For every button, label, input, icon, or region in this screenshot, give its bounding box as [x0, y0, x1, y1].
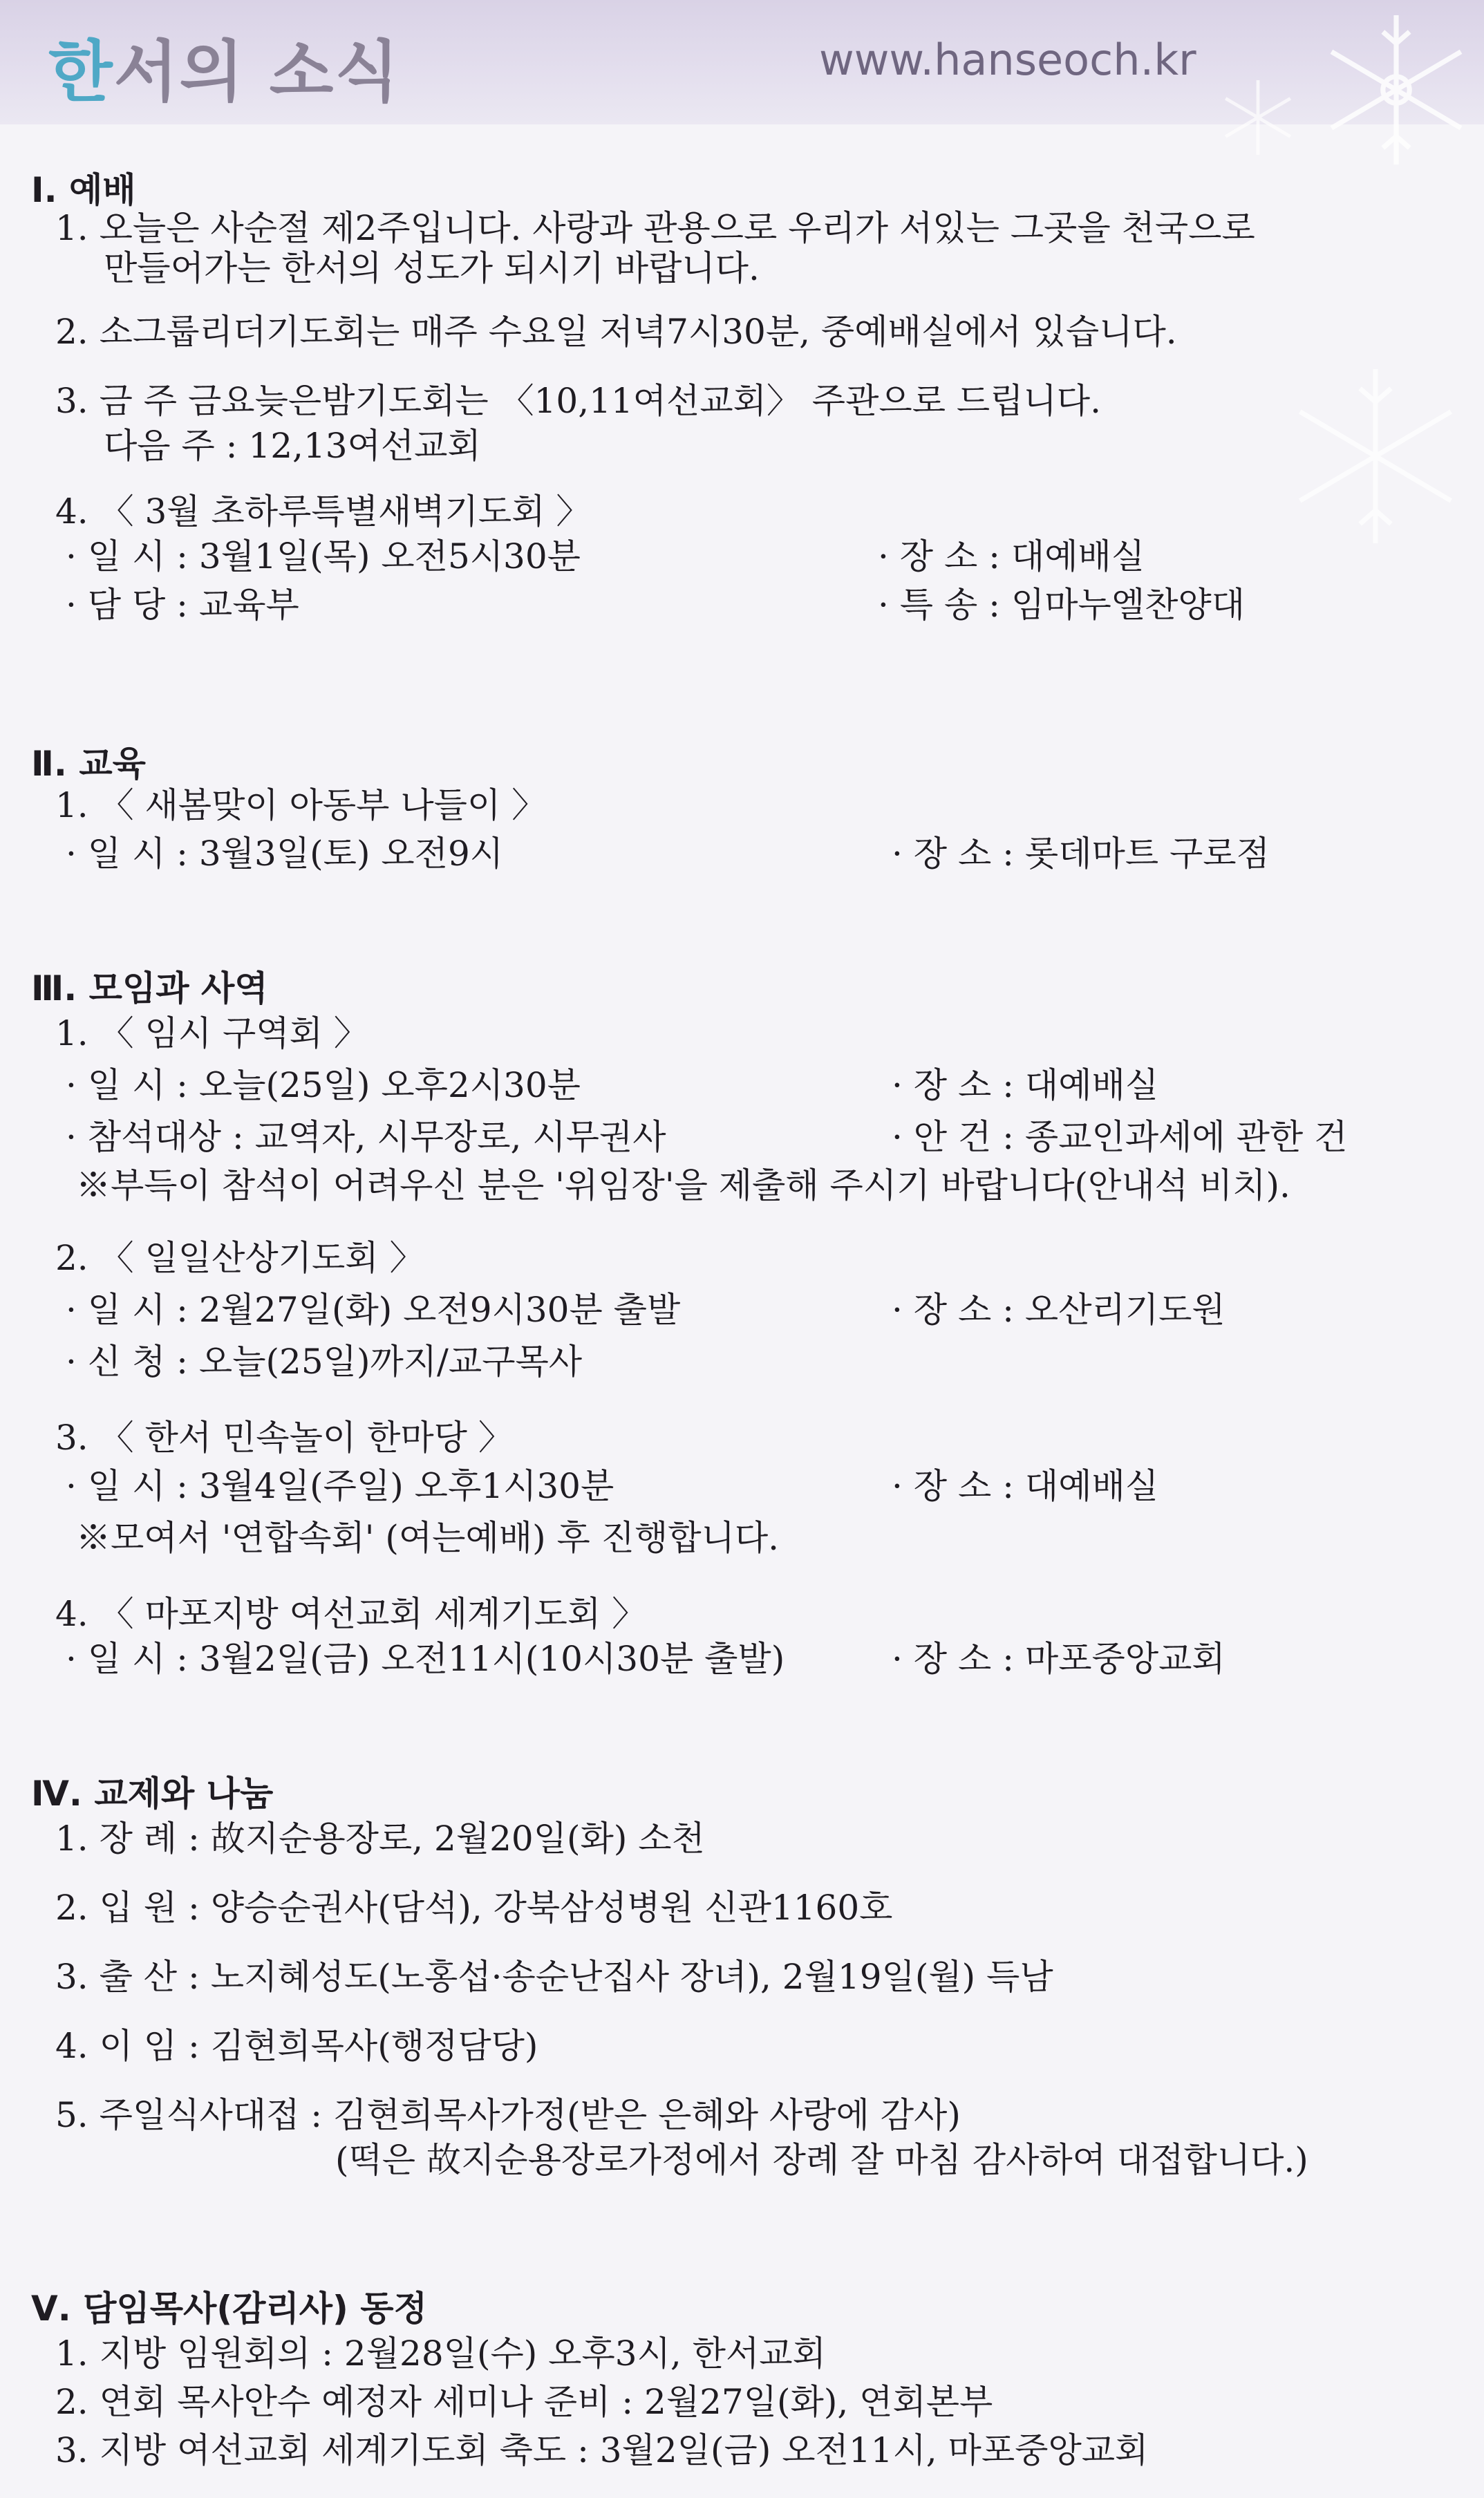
meetings-item-1: 1. 〈 임시 구역회 〉 — [55, 1013, 368, 1053]
meetings-item-2-place: · 장 소 : 오산리기도원 — [892, 1290, 1225, 1330]
snowflake-icon — [1313, 7, 1479, 173]
header-banner — [0, 0, 1484, 124]
newsletter-title — [48, 19, 400, 114]
meetings-item-1-attendees: · 참석대상 : 교역자, 시무장로, 시무권사 — [66, 1117, 666, 1157]
meetings-item-3-place: · 장 소 : 대예배실 — [892, 1466, 1159, 1506]
section-worship-title: Ⅰ. 예배 — [31, 170, 136, 210]
worship-item-4-date: · 일 시 : 3월1일(목) 오전5시30분 — [66, 536, 581, 576]
education-item-1-place: · 장 소 : 롯데마트 구로점 — [892, 834, 1270, 874]
meetings-item-4-place: · 장 소 : 마포중앙교회 — [892, 1639, 1225, 1679]
worship-item-3-next: 다음 주 : 12,13여선교회 — [104, 426, 481, 466]
education-item-1: 1. 〈 새봄맞이 아동부 나들이 〉 — [55, 785, 547, 825]
title-first-char: 한 — [48, 33, 114, 111]
section-education-title: Ⅱ. 교육 — [31, 744, 146, 784]
meetings-item-1-date: · 일 시 : 오늘(25일) 오후2시30분 — [66, 1065, 581, 1105]
fellowship-item-5-note: (떡은 故지순용장로가정에서 장례 잘 마침 감사하여 대접합니다.) — [335, 2140, 1308, 2180]
meetings-item-2-date: · 일 시 : 2월27일(화) 오전9시30분 출발 — [66, 1290, 681, 1330]
pastor-item-1: 1. 지방 임원회의 : 2월28일(수) 오후3시, 한서교회 — [55, 2333, 826, 2374]
pastor-item-3: 3. 지방 여선교회 세계기도회 축도 : 3월2일(금) 오전11시, 마포중앙교회 — [55, 2430, 1149, 2470]
worship-item-3: 3. 금 주 금요늦은밤기도회는 〈10,11여선교회〉 주관으로 드립니다. — [55, 381, 1101, 421]
meetings-item-3: 3. 〈 한서 민속놀이 한마당 〉 — [55, 1418, 513, 1458]
education-item-1-date: · 일 시 : 3월3일(토) 오전9시 — [66, 834, 504, 874]
fellowship-item-3: 3. 출 산 : 노지혜성도(노홍섭·송순난집사 장녀), 2월19일(월) 득남 — [55, 1957, 1053, 1997]
worship-item-2: 2. 소그룹리더기도회는 매주 수요일 저녁7시30분, 중예배실에서 있습니다. — [55, 312, 1177, 352]
meetings-item-1-place: · 장 소 : 대예배실 — [892, 1065, 1159, 1105]
snowflake-icon — [1279, 359, 1472, 553]
meetings-item-1-agenda: · 안 건 : 종교인과세에 관한 건 — [892, 1117, 1348, 1157]
fellowship-item-1: 1. 장 례 : 故지순용장로, 2월20일(화) 소천 — [55, 1819, 705, 1859]
section-pastor-title: Ⅴ. 담임목사(감리사) 동정 — [31, 2289, 427, 2329]
meetings-item-4: 4. 〈 마포지방 여선교회 세계기도회 〉 — [55, 1594, 647, 1634]
worship-item-1: 1. 오늘은 사순절 제2주입니다. 사랑과 관용으로 우리가 서있는 그곳을 천국으로 — [55, 208, 1255, 248]
fellowship-item-2: 2. 입 원 : 양승순권사(담석), 강북삼성병원 신관1160호 — [55, 1888, 893, 1928]
section-meetings-title: Ⅲ. 모임과 사역 — [31, 968, 268, 1008]
meetings-item-1-note: ※부득이 참석이 어려우신 분은 '위임장'을 제출해 주시기 바랍니다(안내석 비치). — [76, 1165, 1290, 1205]
meetings-item-4-date: · 일 시 : 3월2일(금) 오전11시(10시30분 출발) — [66, 1639, 785, 1679]
pastor-item-2: 2. 연회 목사안수 예정자 세미나 준비 : 2월27일(화), 연회본부 — [55, 2382, 993, 2422]
worship-item-1-cont: 만들어가는 한서의 성도가 되시기 바랍니다. — [104, 248, 760, 288]
meetings-item-2-apply: · 신 청 : 오늘(25일)까지/교구목사 — [66, 1342, 583, 1382]
fellowship-item-4: 4. 이 임 : 김현희목사(행정담당) — [55, 2026, 538, 2066]
worship-item-4: 4. 〈 3월 초하루특별새벽기도회 〉 — [55, 491, 591, 532]
title-rest: 서의 소식 — [113, 33, 401, 111]
website-url[interactable]: www.hanseoch.kr — [819, 35, 1196, 85]
section-fellowship-title: Ⅳ. 교제와 나눔 — [31, 1774, 274, 1814]
fellowship-item-5: 5. 주일식사대접 : 김현희목사가정(받은 은혜와 사랑에 감사) — [55, 2095, 961, 2135]
meetings-item-3-note: ※모여서 '연합속회' (여는예배) 후 진행합니다. — [76, 1518, 780, 1558]
meetings-item-3-date: · 일 시 : 3월4일(주일) 오후1시30분 — [66, 1466, 614, 1506]
worship-item-4-place: · 장 소 : 대예배실 — [878, 536, 1145, 576]
meetings-item-2: 2. 〈 일일산상기도회 〉 — [55, 1238, 424, 1278]
snowflake-icon — [1217, 76, 1299, 159]
worship-item-4-charge: · 담 당 : 교육부 — [66, 585, 299, 625]
worship-item-4-special: · 특 송 : 임마누엘찬양대 — [878, 585, 1246, 625]
